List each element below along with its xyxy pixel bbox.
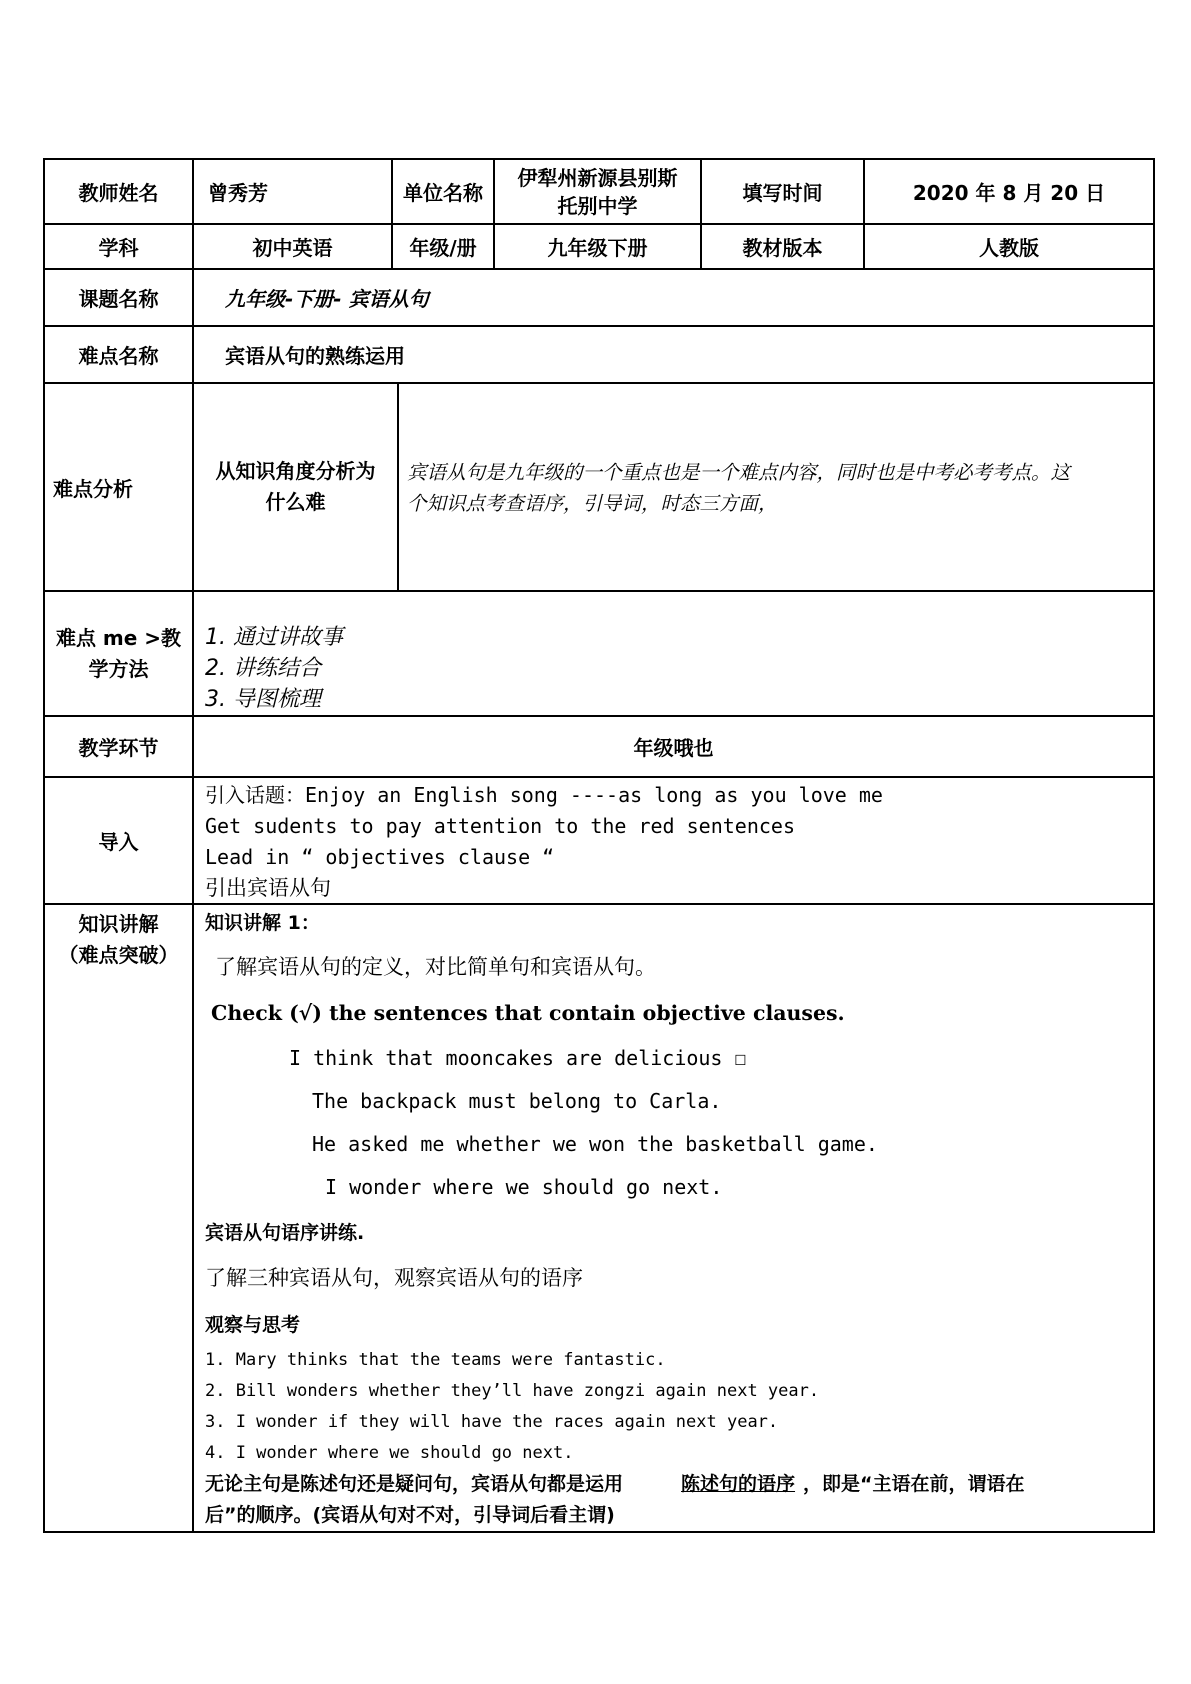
method-item: 2. 讲练结合	[205, 656, 321, 681]
method-list	[205, 622, 343, 715]
sentence-item: The backpack must belong to Carla.	[312, 1089, 722, 1113]
difficulty-value: 宾语从句的熟练运用	[225, 344, 405, 368]
teacher-value: 曾秀芳	[208, 181, 268, 205]
summary	[205, 1469, 1025, 1531]
example-list	[205, 1345, 819, 1469]
unit-value-line1: 伊犁州新源县别斯	[517, 165, 678, 190]
date-value: 2020 年 8 月 20 日	[912, 181, 1106, 205]
example-item: 2. Bill wonders whether they’ll have zongzi again next year.	[205, 1381, 820, 1401]
analysis-label: 难点分析	[53, 476, 133, 501]
intro-line: 引入话题：Enjoy an English song ----as long as you love me	[205, 783, 883, 807]
table-line	[192, 158, 194, 1533]
summary-blank: 陈述句的语序	[681, 1473, 796, 1495]
table-line	[1153, 158, 1155, 1533]
sentence-item: He asked me whether we won the basketball game.	[312, 1132, 878, 1156]
analysis-sublabel-line1: 从知识角度分析为	[215, 459, 376, 483]
method-label-line2: 学方法	[88, 656, 149, 681]
difficulty-label: 难点名称	[78, 344, 159, 368]
intro-line: Lead in “ objectives clause “	[205, 845, 555, 869]
lesson-table	[43, 158, 1155, 1533]
grade-label: 年级/册	[409, 236, 477, 260]
stage-label: 教学环节	[78, 736, 159, 760]
knowledge-title-3: 观察与思考	[205, 1314, 301, 1336]
table-line	[43, 776, 1155, 778]
check-title: Check (√) the sentences that contain objective clauses.	[211, 1001, 845, 1025]
summary-part-b: ，即是“主语在前，谓语在	[803, 1473, 1025, 1495]
example-item: 3. I wonder if they will have the races again next year.	[205, 1412, 779, 1432]
grade-value: 九年级下册	[547, 236, 648, 260]
topic-value: 九年级-下册- 宾语从句	[225, 287, 429, 311]
table-line	[43, 1531, 1155, 1533]
analysis-sublabel	[194, 384, 397, 590]
analysis-text-line1: 宾语从句是九年级的一个重点也是一个难点内容，同时也是中考必考考点。这	[407, 461, 1071, 484]
knowledge-desc-2: 了解三种宾语从句，观察宾语从句的语序	[205, 1266, 583, 1290]
knowledge-label-line1: 知识讲解	[78, 912, 159, 936]
date-label: 填写时间	[742, 181, 823, 205]
example-item: 4. I wonder where we should go next.	[205, 1443, 574, 1463]
sentence-item: I think that mooncakes are delicious ☐	[289, 1046, 747, 1070]
method-label	[45, 592, 192, 715]
knowledge-label	[45, 909, 192, 971]
table-line	[397, 382, 399, 590]
method-item: 3. 导图梳理	[205, 687, 321, 712]
sentence-item: I wonder where we should go next.	[325, 1175, 723, 1199]
subject-value: 初中英语	[252, 236, 333, 260]
intro-label: 导入	[98, 830, 139, 854]
unit-value-line2: 托别中学	[557, 193, 638, 218]
edition-value: 人教版	[979, 236, 1039, 260]
teacher-label: 教师姓名	[78, 181, 159, 205]
summary-part-a: 无论主句是陈述句还是疑问句，宾语从句都是运用	[205, 1473, 624, 1495]
method-item: 1. 通过讲故事	[205, 625, 343, 650]
unit-value	[495, 160, 700, 223]
table-line	[43, 590, 1155, 592]
knowledge-title-2: 宾语从句语序讲练.	[205, 1222, 365, 1244]
analysis-sublabel-line2: 什么难	[265, 490, 326, 514]
example-item: 1. Mary thinks that the teams were fantastic.	[205, 1350, 666, 1370]
knowledge-desc-1: 了解宾语从句的定义，对比简单句和宾语从句。	[215, 955, 656, 979]
knowledge-label-line2: （难点突破）	[58, 943, 179, 967]
summary-line1	[205, 1469, 1025, 1500]
topic-label: 课题名称	[78, 287, 159, 311]
intro-line: Get sudents to pay attention to the red sentences	[205, 814, 796, 838]
summary-line2: 后”的顺序。(宾语从句对不对，引导词后看主谓)	[205, 1504, 615, 1526]
intro-line: 引出宾语从句	[205, 876, 331, 900]
intro-lines	[205, 780, 883, 904]
analysis-text	[407, 457, 1070, 519]
knowledge-title-1: 知识讲解 1：	[205, 912, 320, 934]
method-label-line1: 难点 me >教	[55, 625, 182, 650]
stage-value: 年级哦也	[633, 736, 714, 760]
unit-label: 单位名称	[403, 181, 483, 205]
subject-label: 学科	[98, 236, 139, 260]
analysis-text-line2: 个知识点考查语序，引导词，时态三方面，	[407, 492, 778, 515]
edition-label: 教材版本	[742, 236, 823, 260]
